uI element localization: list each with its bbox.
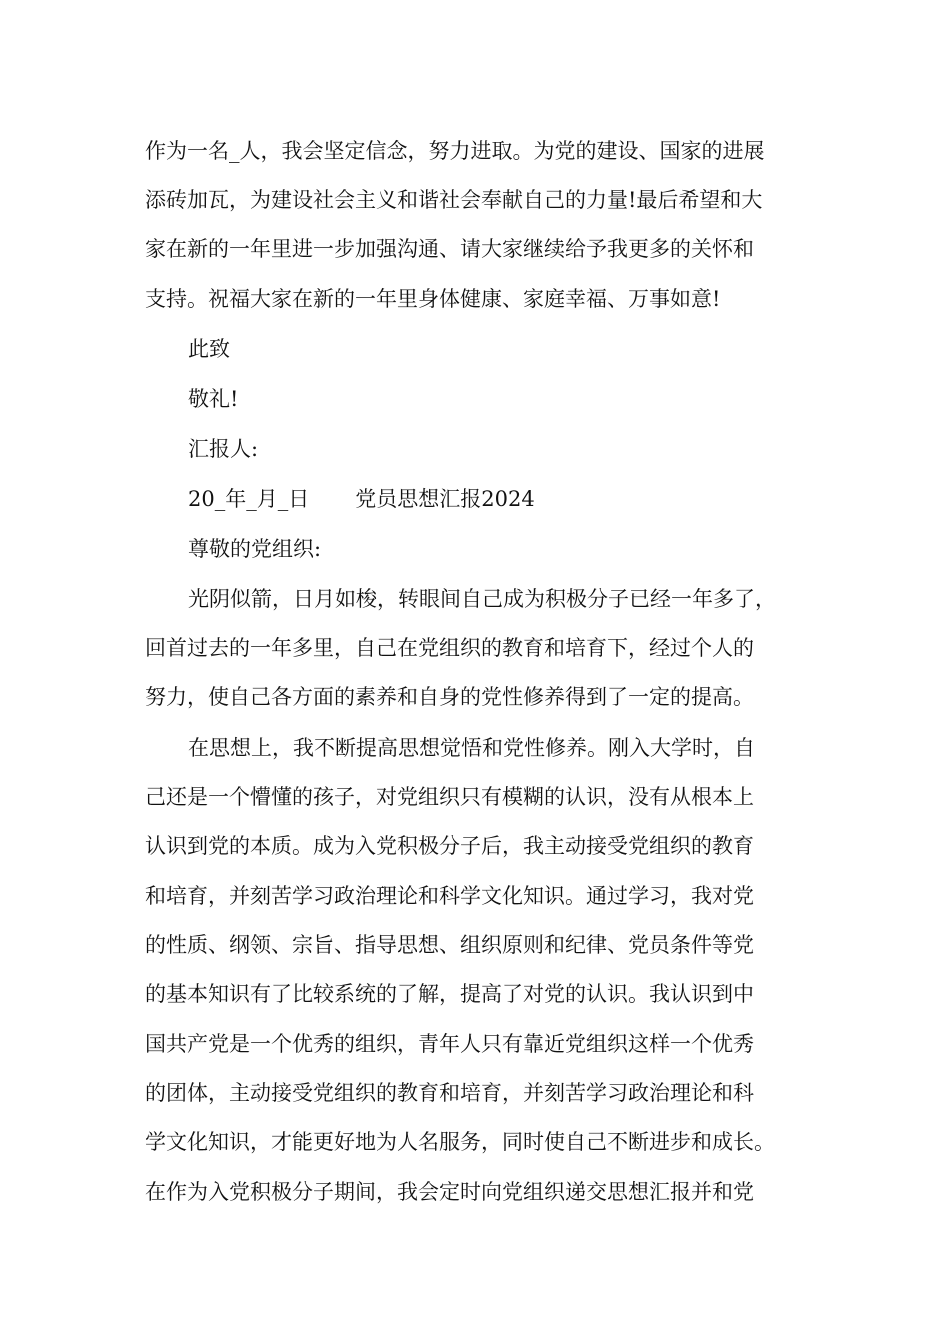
paragraph-line: 认识到党的本质。成为入党积极分子后，我主动接受党组织的教育 [145,834,754,858]
next-document-title: 党员思想汇报2024 [355,487,535,511]
paragraph-line: 和培育，并刻苦学习政治理论和科学文化知识。通过学习，我对党 [145,884,754,908]
paragraph-line: 己还是一个懵懂的孩子，对党组织只有模糊的认识，没有从根本上 [145,785,754,809]
date-and-title-line [188,479,535,519]
paragraph-line: 努力，使自己各方面的素养和自身的党性修养得到了一定的提高。 [145,685,754,709]
closing-line-1: 此致 [188,337,230,361]
paragraph-line: 光阴似箭，日月如梭，转眼间自己成为积极分子已经一年多了， [188,587,776,611]
paragraph-line: 支持。祝福大家在新的一年里身体健康、家庭幸福、万事如意! [145,287,721,311]
date-placeholder: 20_年_月_日 [188,487,310,511]
paragraph-line: 的基本知识有了比较系统的了解，提高了对党的认识。我认识到中 [145,982,754,1006]
reporter-label: 汇报人: [188,437,259,461]
closing-line-2: 敬礼! [188,387,239,411]
paragraph-line: 家在新的一年里进一步加强沟通、请大家继续给予我更多的关怀和 [145,237,754,261]
paragraph-line: 在作为入党积极分子期间，我会定时向党组织递交思想汇报并和党 [145,1180,754,1204]
paragraph-line: 的性质、纲领、宗旨、指导思想、组织原则和纪律、党员条件等党 [145,933,754,957]
paragraph-line: 国共产党是一个优秀的组织，青年人只有靠近党组织这样一个优秀 [145,1032,754,1056]
paragraph-line: 作为一名_人，我会坚定信念，努力进取。为党的建设、国家的进展 [145,139,765,163]
paragraph-line: 的团体，主动接受党组织的教育和培育，并刻苦学习政治理论和科 [145,1081,754,1105]
paragraph-line: 回首过去的一年多里，自己在党组织的教育和培育下，经过个人的 [145,636,754,660]
paragraph-line: 学文化知识，才能更好地为人名服务，同时使自己不断进步和成长。 [145,1130,775,1154]
salutation: 尊敬的党组织: [188,537,322,561]
paragraph-line: 添砖加瓦，为建设社会主义和谐社会奉献自己的力量!最后希望和大 [145,188,763,212]
paragraph-line: 在思想上，我不断提高思想觉悟和党性修养。刚入大学时，自 [188,736,755,760]
